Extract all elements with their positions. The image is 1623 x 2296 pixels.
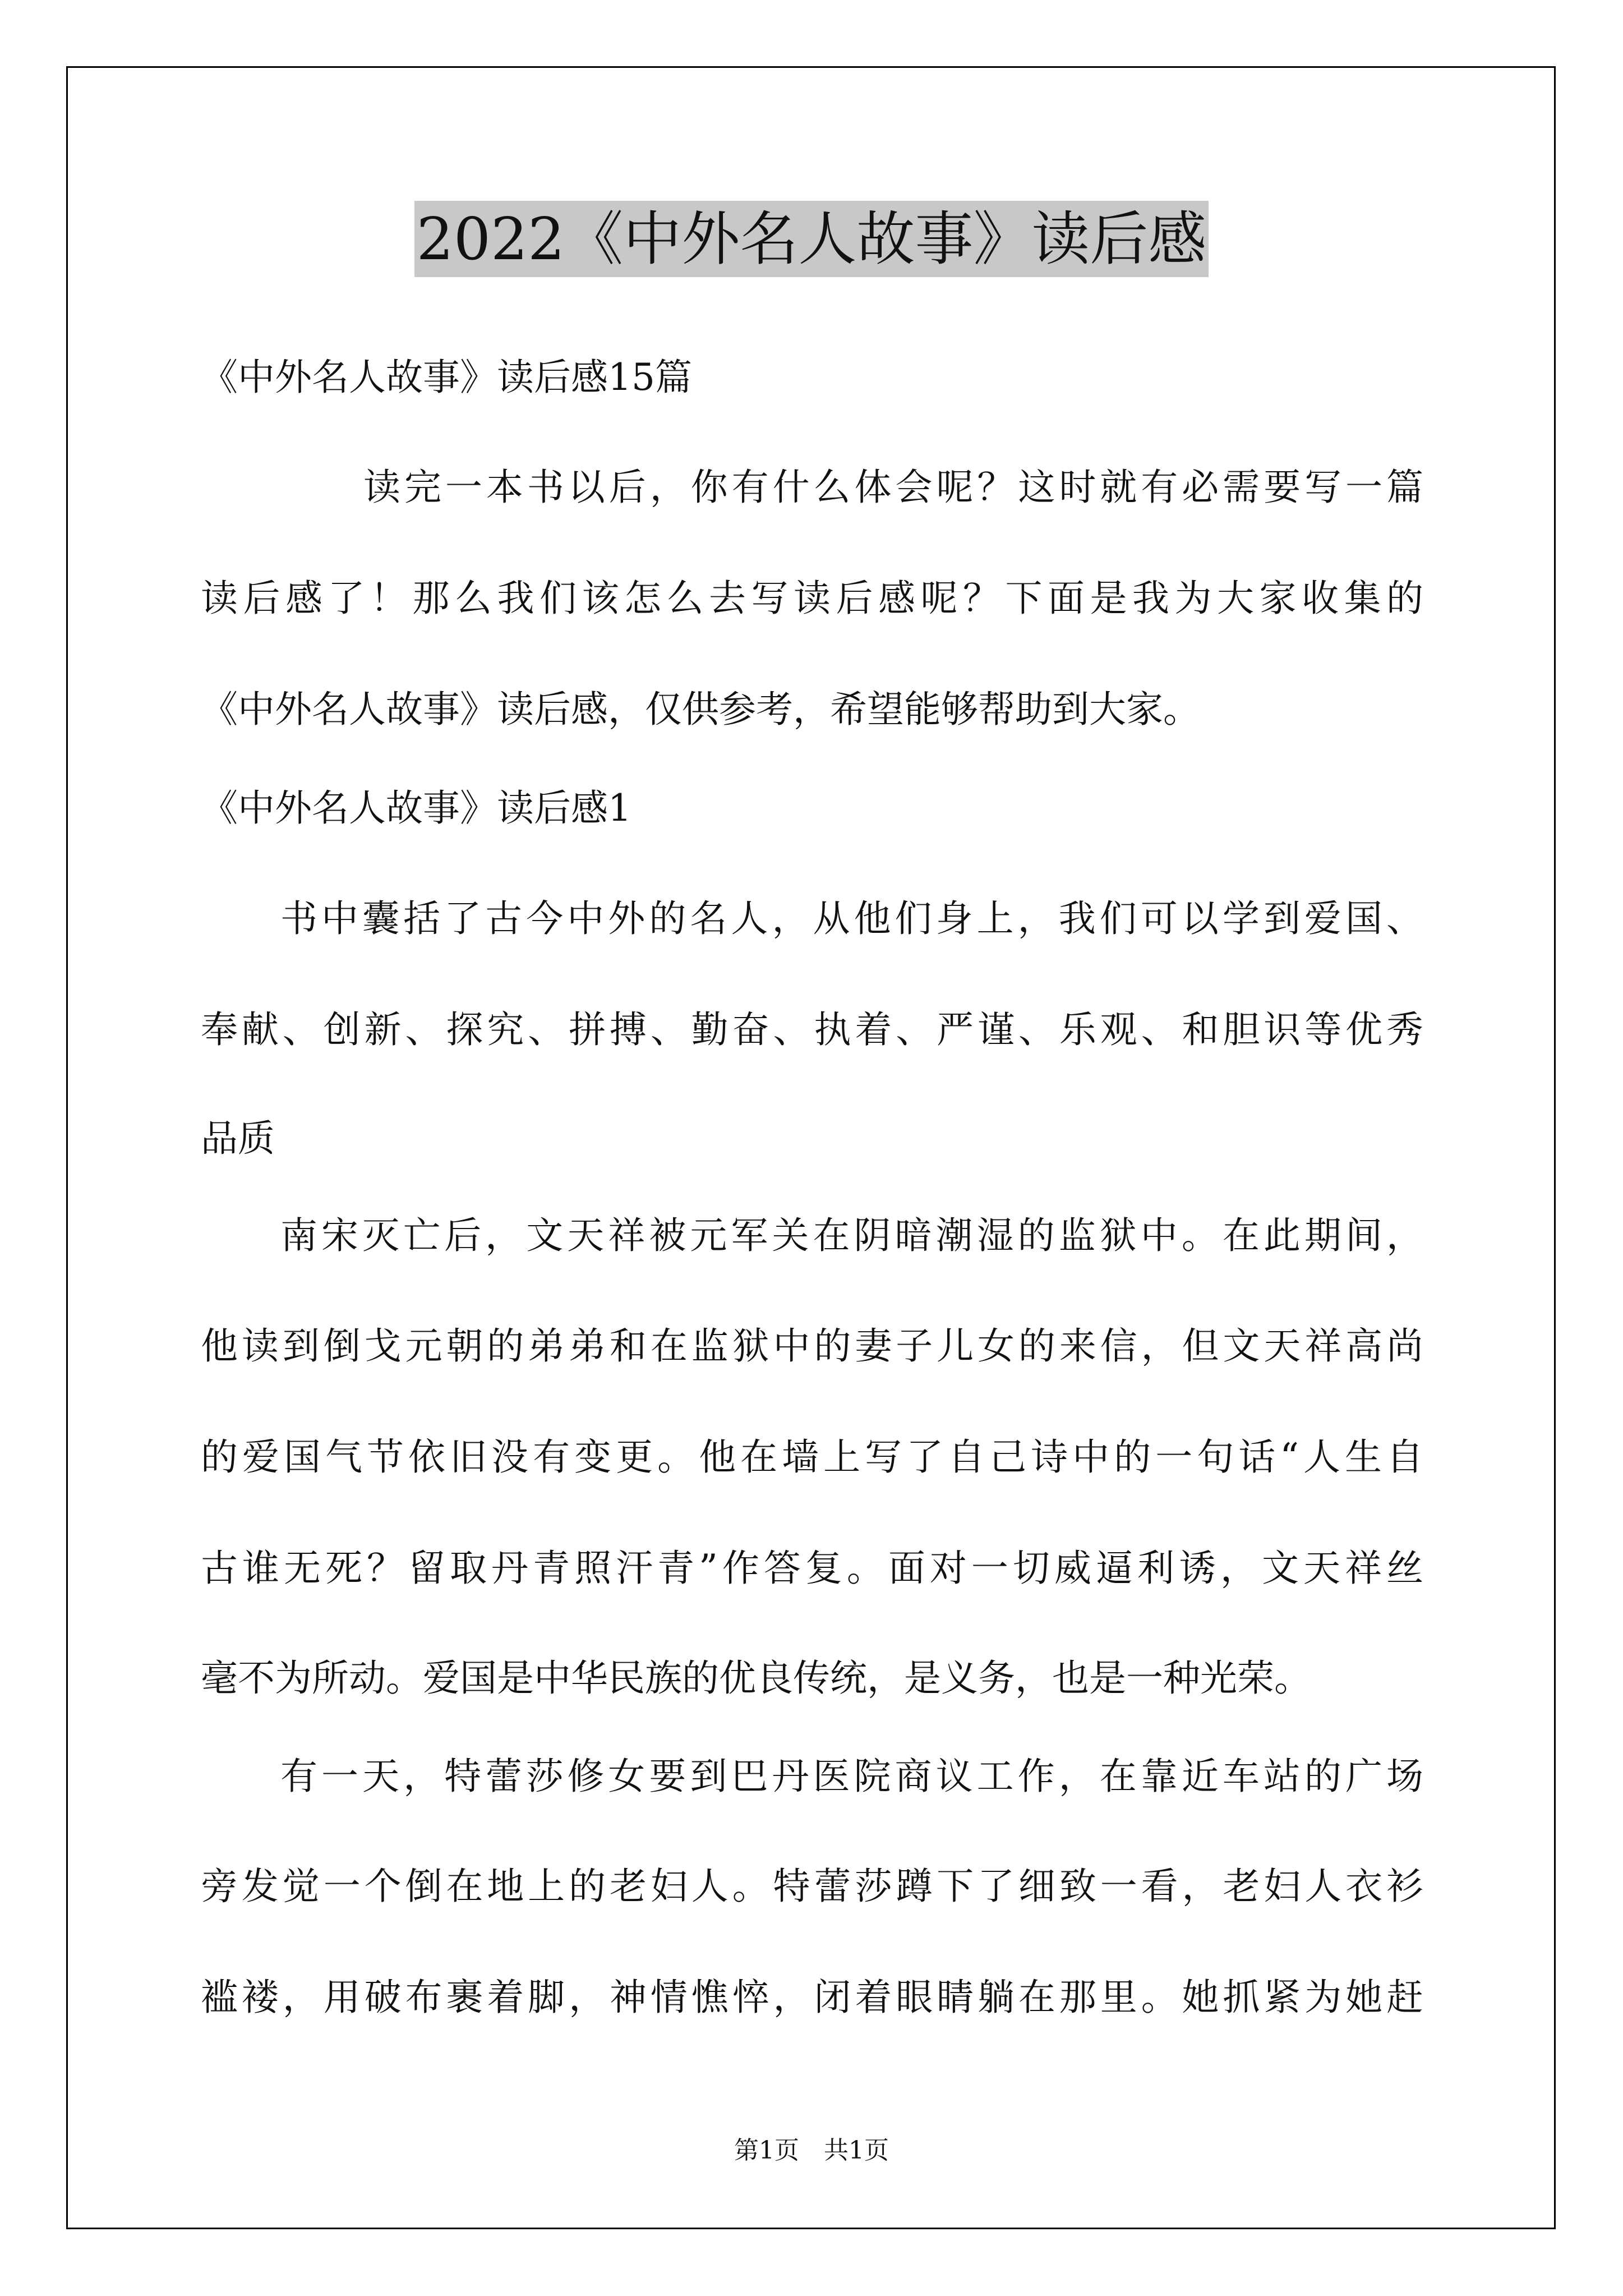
title-wrap [0,201,1623,277]
para2-line-2: 他读到倒戈元朝的弟弟和在监狱中的妻子儿女的来信，但文天祥高尚 [201,1324,1423,1368]
intro-line-3: 《中外名人故事》读后感，仅供参考，希望能够帮助到大家。 [201,688,1200,731]
para1-line-2: 奉献、创新、探究、拼搏、勤奋、执着、严谨、乐观、和胆识等优秀 [201,1008,1423,1051]
para2-line-3: 的爱国气节依旧没有变更。他在墙上写了自己诗中的一句话“人生自 [201,1435,1423,1479]
para1-line-1: 书中囊括了古今中外的名人，从他们身上，我们可以学到爱国、 [280,897,1423,940]
para2-line-1: 南宋灭亡后，文天祥被元军关在阴暗潮湿的监狱中。在此期间， [280,1214,1423,1257]
document-title: 2022《中外名人故事》读后感 [414,201,1209,277]
page-footer: 第1页 共1页 [734,2136,889,2165]
para2-line-4: 古谁无死？留取丹青照汗青”作答复。面对一切威逼利诱，文天祥丝 [201,1547,1423,1590]
subtitle-line: 《中外名人故事》读后感15篇 [201,356,692,399]
intro-line-2: 读后感了！那么我们该怎么去写读后感呢？下面是我为大家收集的 [201,577,1423,620]
para1-line-3: 品质 [201,1117,275,1160]
section-heading: 《中外名人故事》读后感1 [201,786,631,830]
para2-line-5: 毫不为所动。爱国是中华民族的优良传统，是义务，也是一种光荣。 [201,1657,1311,1700]
intro-line-1: 读完一本书以后，你有什么体会呢？这时就有必需要写一篇 [363,466,1423,509]
para3-line-1: 有一天，特蕾莎修女要到巴丹医院商议工作，在靠近车站的广场 [280,1755,1423,1798]
para3-line-3: 褴褛，用破布裹着脚，神情憔悴，闭着眼睛躺在那里。她抓紧为她赶 [201,1976,1423,2019]
para3-line-2: 旁发觉一个倒在地上的老妇人。特蕾莎蹲下了细致一看，老妇人衣衫 [201,1865,1423,1908]
